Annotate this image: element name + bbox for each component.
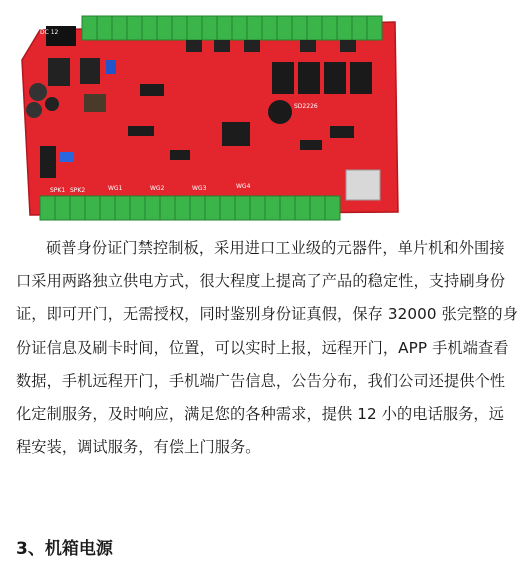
dip-switch [40, 146, 56, 178]
silkscreen-wg3: WG3 [192, 185, 207, 192]
product-description [16, 232, 518, 464]
silkscreen-wg1: WG1 [108, 185, 123, 192]
silkscreen-spk2: SPK2 [70, 187, 86, 194]
inductor [84, 94, 106, 112]
silkscreen-spk1: SPK1 [50, 187, 66, 194]
paragraph-text: 硕普身份证门禁控制板，采用进口工业级的元器件，单片机和外围接口采用两路独立供电方式，很大程度上提高了产品的稳定性，支持刷身份证，即可开门，无需授权，同时鉴别身份证真假，保存 32000 张完整的身份证信息及刷卡时间，位置，可以实时上报，远程开门，APP 手机端查看数据，手机远程开门，手机端广告信息，公告分布，我们公司还提供个性化定制服务，及时响应，满足您的各种需求，提供 12 小的电话服务，远程安装，调试服务，有偿上门服务。 [16, 239, 519, 457]
mcu-chip [222, 122, 250, 146]
relay [272, 62, 294, 94]
capacitor [45, 97, 59, 111]
rj45-port [346, 170, 380, 200]
silkscreen-dc: DC 12 [40, 29, 59, 36]
relay [298, 62, 320, 94]
silkscreen-wg4: WG4 [236, 183, 251, 190]
relay [324, 62, 346, 94]
buzzer [268, 100, 292, 124]
silkscreen-wg2: WG2 [150, 185, 165, 192]
regulator [48, 58, 70, 86]
regulator [80, 58, 100, 84]
silkscreen-chip: SD2226 [294, 103, 318, 110]
relay [350, 62, 372, 94]
section-heading: 3、机箱电源 [16, 539, 113, 559]
product-image [0, 0, 531, 228]
capacitor [26, 102, 42, 118]
capacitor [29, 83, 47, 101]
